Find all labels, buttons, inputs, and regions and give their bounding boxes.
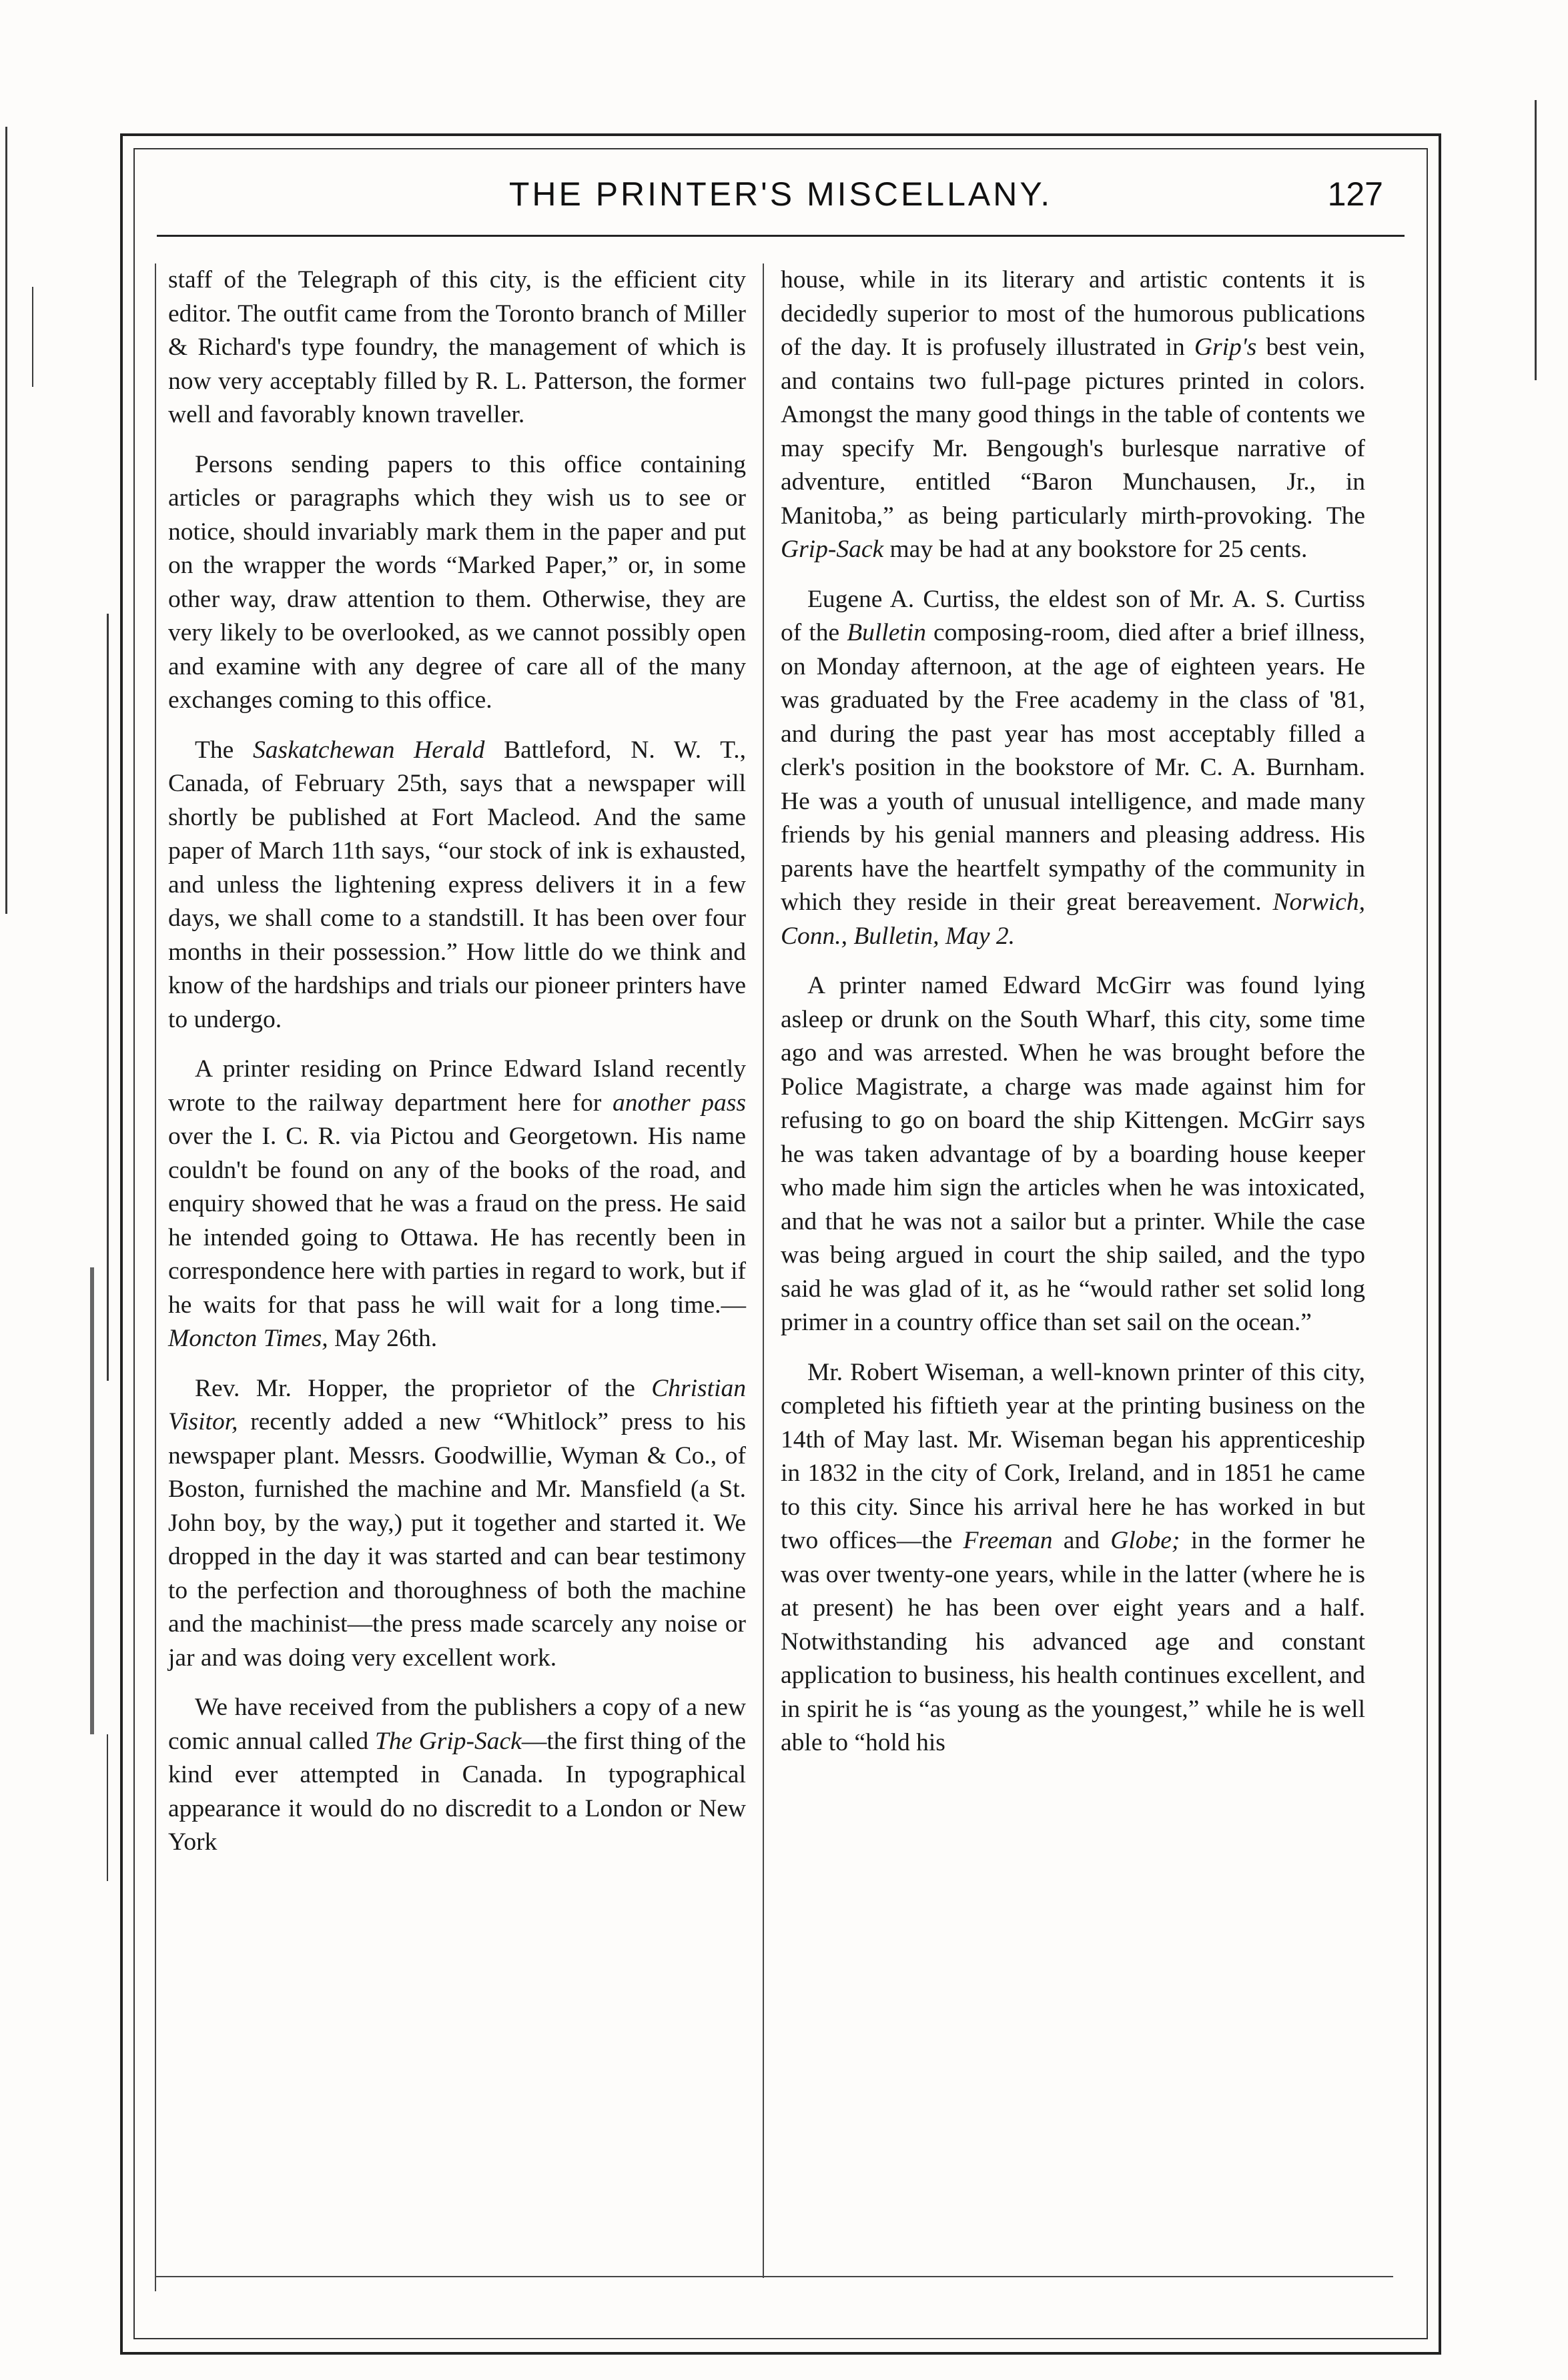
- column-bottom-rule: [763, 2276, 1393, 2277]
- paragraph-pei-printer: A printer residing on Prince Edward Island recently wrote to the railway department here for another pass over the I. C. R. via Pictou and Georgetown. His name couldn't be found on any of the books of the road, and enquiry showed that he was a fraud on the press. He said he intended going to Ottawa. He has recently been in correspondence here with parties in regard to work, but if he waits for that pass he will wait for a long time.—Moncton Times, May 26th.: [168, 1055, 746, 1352]
- column-divider: [763, 263, 764, 2278]
- right-column: [774, 263, 1375, 2291]
- paragraph-marked-paper: Persons sending papers to this office containing articles or paragraphs which they wish us to see or notice, should invariably mark them in the paper and put on the wrapper the words “Marked Paper,” or, in some other way, draw attention to them. Otherwise, they are very likely to be overlooked, as we cannot possibly open and examine with any degree of care all of the many exchanges coming to this office.: [168, 450, 746, 714]
- scan-edge-line: [1535, 100, 1537, 380]
- header-rule: [157, 235, 1405, 237]
- paragraph-whitlock-press: Rev. Mr. Hopper, the proprietor of the Christian Visitor, recently added a new “Whitlock” press to his newspaper plant. Messrs. Goodwillie, Wyman & Co., of Boston, furnished the machine and Mr. Mansfield (a St. John boy, by the way,) put it together and started it. We dropped in the day it was started and can bear testimony to the perfection and thoroughness of both the machine and the machinist—the press made scarcely any noise or jar and was doing very excellent work.: [168, 1374, 746, 1672]
- scan-edge-line: [107, 1734, 108, 1881]
- scan-edge-line: [5, 127, 7, 914]
- paragraph-mcgirr: A printer named Edward McGirr was found lying asleep or drunk on the South Wharf, this city, some time ago and was arrested. When he was brought before the Police Magistrate, a charge was made against him for refusing to go on board the ship Kittengen. McGirr says he was taken advantage of by a boarding house keeper who made him sign the articles when he was intoxicated, and that he was not a sailor but a printer. While the case was being argued in court the ship sailed, and the typo said he was glad of it, as he “would rather set solid long primer in a country office than set sail on the ocean.”: [781, 972, 1365, 1336]
- paragraph-grip-sack-continued: house, while in its literary and artistic contents it is decidedly superior to most of the humorous publications of the day. It is profusely illustrated in Grip's best vein, and contains two full-page pictures printed in colors. Amongst the many good things in the table of contents we may specify Mr. Bengough's burlesque narrative of adventure, entitled “Baron Munchausen, Jr., in Manitoba,” as being particularly mirth-provoking. The Grip-Sack may be had at any bookstore for 25 cents.: [781, 266, 1365, 563]
- running-title: THE PRINTER'S MISCELLANY.: [508, 175, 1053, 213]
- page-number: 127: [1327, 175, 1383, 213]
- column-bottom-rule: [155, 2276, 763, 2277]
- paragraph-saskatchewan-herald: The Saskatchewan Herald Battleford, N. W. T., Canada, of February 25th, says that a newspaper will shortly be published at Fort Macleod. And the same paper of March 11th says, “our stock of ink is exhausted, and unless the lightening express delivers it in a few days, we shall come to a standstill. It has been over four months in their possession.” How little do we think and know of the hardships and trials our pioneer printers have to undergo.: [168, 736, 746, 1033]
- paragraph-wiseman: Mr. Robert Wiseman, a well-known printer of this city, completed his fiftieth year at the printing business on the 14th of May last. Mr. Wiseman began his apprenticeship in 1832 in the city of Cork, Ireland, and in 1851 he came to this city. Since his arrival here he has worked in but two offices—the Freeman and Globe; in the former he was over twenty-one years, while in the latter (where he is at present) he has been over eight years and a half. Notwithstanding his advanced age and constant application to business, his health continues excellent, and in spirit he is “as young as the youngest,” while he is well able to “hold his: [781, 1358, 1365, 1756]
- scan-edge-line: [32, 287, 33, 387]
- paragraph-grip-sack: We have received from the publishers a copy of a new comic annual called The Grip-Sack—the first thing of the kind ever attempted in Canada. In typographical appearance it would do no discredit to a London or New York: [168, 1694, 746, 1856]
- page-header: [150, 175, 1411, 228]
- left-column: [155, 263, 755, 2291]
- paragraph-curtiss-obituary: Eugene A. Curtiss, the eldest son of Mr. A. S. Curtiss of the Bulletin composing-room, died after a brief illness, on Monday afternoon, at the age of eighteen years. He was graduated by the Free academy in the class of '81, and during the past year has most acceptably filled a clerk's position in the bookstore of Mr. C. A. Burnham. He was a youth of unusual intelligence, and made many friends by his genial manners and pleasing address. His parents have the heartfelt sympathy of the community in which they reside in their great bereavement. Norwich, Conn., Bulletin, May 2.: [781, 585, 1365, 950]
- paragraph-telegraph-editor: staff of the Telegraph of this city, is the efficient city editor. The outfit came from the Toronto branch of Miller & Richard's type foundry, the management of which is now very acceptably filled by R. L. Patterson, the former well and favorably known traveller.: [168, 266, 746, 428]
- scan-edge-line: [107, 614, 109, 1381]
- scan-edge-mark: [90, 1267, 94, 1734]
